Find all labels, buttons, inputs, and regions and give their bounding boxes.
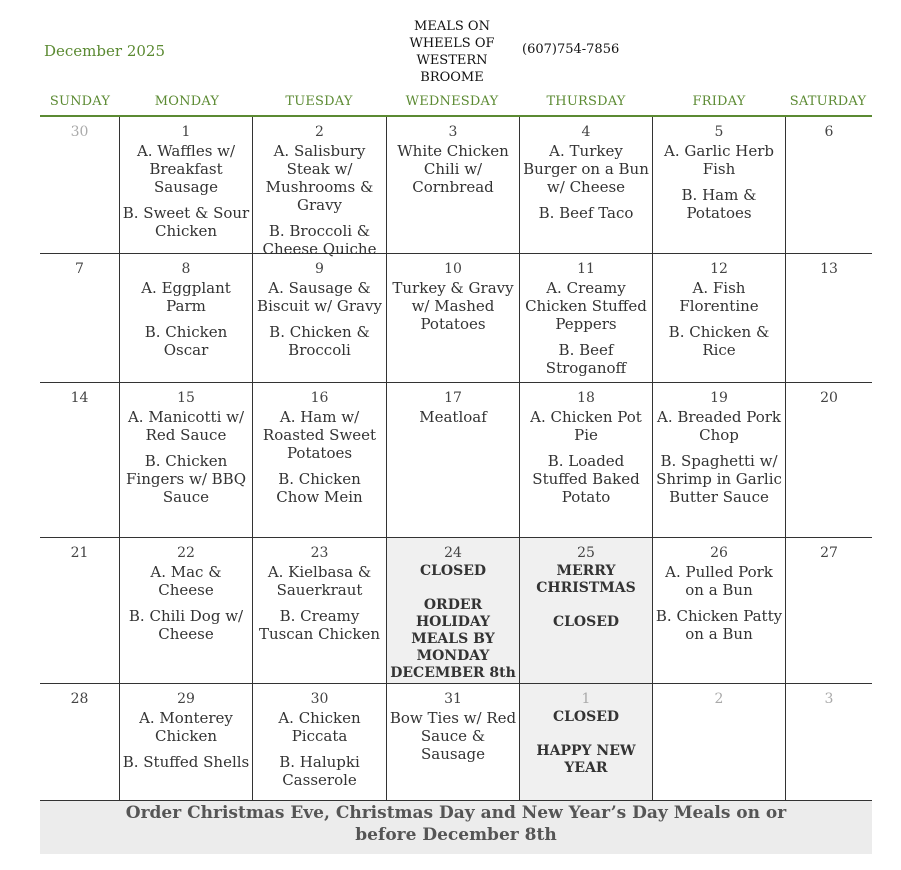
day-number: 13 xyxy=(820,261,838,277)
day-cell xyxy=(785,117,872,253)
day-name-wednesday: WEDNESDAY xyxy=(405,94,499,109)
day-cell xyxy=(40,383,119,537)
day-cell xyxy=(519,117,652,253)
meal-option-a: Bow Ties w/ Red Sauce & Sausage xyxy=(389,709,517,763)
day-number: 9 xyxy=(315,261,324,277)
day-cell xyxy=(119,254,252,382)
meal-option-a: Turkey & Gravy w/ Mashed Potatoes xyxy=(392,279,514,333)
meal-option-a: A. Pulled Pork on a Bun xyxy=(665,563,773,599)
day-cell xyxy=(119,684,252,800)
meal-option-a: A. Manicotti w/ Red Sauce xyxy=(127,408,245,444)
meal-option-a: A. Turkey Burger on a Bun w/ Cheese xyxy=(523,142,649,196)
day-cell xyxy=(119,117,252,253)
meal-option-b: B. Beef Stroganoff xyxy=(545,341,627,377)
week-row xyxy=(40,117,872,258)
day-number: 17 xyxy=(444,390,462,406)
day-number: 20 xyxy=(820,390,838,406)
meal-option-a: CLOSED xyxy=(419,563,487,579)
day-name-friday: FRIDAY xyxy=(692,94,746,109)
meal-option-a: A. Chicken Piccata xyxy=(278,709,361,745)
day-cell xyxy=(652,684,785,800)
meal-option-b: B. Beef Taco xyxy=(538,204,634,222)
day-cell xyxy=(785,383,872,537)
day-name-thursday: THURSDAY xyxy=(546,94,626,109)
day-number: 28 xyxy=(70,691,89,707)
day-cell xyxy=(386,538,519,683)
day-number: 18 xyxy=(577,390,595,406)
day-cell xyxy=(386,383,519,537)
day-name-monday: MONDAY xyxy=(154,94,220,109)
day-number: 25 xyxy=(577,545,595,561)
day-number: 30 xyxy=(310,691,329,707)
meal-option-b: ORDER HOLIDAY MEALS BY MONDAY DECEMBER 8th xyxy=(390,597,516,681)
day-name-saturday: SATURDAY xyxy=(789,94,867,109)
day-number: 29 xyxy=(177,691,195,707)
day-number: 24 xyxy=(444,545,462,561)
meal-option-b: B. Halupki Casserole xyxy=(279,753,360,789)
day-cell xyxy=(252,684,386,800)
day-number: 2 xyxy=(315,124,324,140)
day-number: 21 xyxy=(70,545,89,561)
meal-option-b: B. Spaghetti w/ Shrimp in Garlic Butter Sauce xyxy=(656,452,782,506)
day-number: 6 xyxy=(824,124,834,140)
week-row xyxy=(40,383,872,538)
meal-option-a: A. Garlic Herb Fish xyxy=(664,142,774,178)
day-cell xyxy=(40,684,119,800)
day-cell xyxy=(386,684,519,800)
week-row xyxy=(40,538,872,684)
day-name-tuesday: TUESDAY xyxy=(285,94,353,109)
day-cell xyxy=(519,254,652,382)
meal-option-a: A. Monterey Chicken xyxy=(139,709,233,745)
day-number: 15 xyxy=(177,390,195,406)
day-number: 10 xyxy=(444,261,462,277)
day-cell xyxy=(785,684,872,800)
day-cell xyxy=(386,254,519,382)
meal-option-a: A. Waffles w/ Breakfast Sausage xyxy=(136,142,236,196)
meal-option-b: B. Ham & Potatoes xyxy=(681,186,757,222)
day-cell xyxy=(519,538,652,683)
organization-name: MEALS ON WHEELS OF WESTERN BROOME xyxy=(409,19,495,85)
meal-option-a: A. Sausage & Biscuit w/ Gravy xyxy=(257,279,382,315)
phone-number: (607)754-7856 xyxy=(522,42,620,57)
day-cell xyxy=(519,383,652,537)
meal-option-b: B. Creamy Tuscan Chicken xyxy=(258,607,381,643)
day-number: 22 xyxy=(177,545,195,561)
day-cell xyxy=(40,254,119,382)
day-number: 30 xyxy=(70,124,89,140)
day-number: 11 xyxy=(577,261,595,277)
day-number: 1 xyxy=(581,691,591,707)
day-cell xyxy=(652,254,785,382)
meal-option-b: B. Chili Dog w/ Cheese xyxy=(128,607,244,643)
meal-option-b: B. Chicken Patty on a Bun xyxy=(655,607,783,643)
day-number: 2 xyxy=(714,691,724,707)
meal-option-b: B. Chicken Oscar xyxy=(144,323,228,359)
day-number: 27 xyxy=(820,545,838,561)
meal-option-a: A. Fish Florentine xyxy=(679,279,759,315)
meal-option-b: CLOSED xyxy=(552,614,620,630)
day-number: 26 xyxy=(710,545,728,561)
day-number: 14 xyxy=(70,390,89,406)
meal-option-b: B. Stuffed Shells xyxy=(122,753,250,771)
meal-option-a: White Chicken Chili w/ Cornbread xyxy=(397,142,509,196)
day-number: 7 xyxy=(75,261,84,277)
meal-option-b: B. Sweet & Sour Chicken xyxy=(122,204,250,240)
day-number: 16 xyxy=(310,390,329,406)
day-number: 5 xyxy=(714,124,724,140)
day-names-header xyxy=(40,94,872,116)
day-number: 19 xyxy=(710,390,728,406)
day-cell xyxy=(252,383,386,537)
meal-option-a: A. Kielbasa & Sauerkraut xyxy=(267,563,372,599)
meal-option-b: B. Chicken & Broccoli xyxy=(269,323,370,359)
day-name-sunday: SUNDAY xyxy=(49,94,111,109)
footer-note: Order Christmas Eve, Christmas Day and New Year’s Day Meals on or before December 8th xyxy=(40,801,872,854)
day-cell xyxy=(119,538,252,683)
week-row xyxy=(40,684,872,801)
day-cell xyxy=(785,254,872,382)
meal-option-a: A. Ham w/ Roasted Sweet Potatoes xyxy=(262,408,377,462)
month-title: December 2025 xyxy=(44,42,165,60)
meal-option-b: B. Broccoli & Cheese Quiche xyxy=(262,222,377,258)
day-number: 3 xyxy=(448,124,458,140)
day-cell xyxy=(652,538,785,683)
meal-option-a: A. Salisbury Steak w/ Mushrooms & Gravy xyxy=(265,142,374,214)
meal-option-b: B. Chicken Fingers w/ BBQ Sauce xyxy=(126,452,246,506)
day-cell xyxy=(119,383,252,537)
day-cell xyxy=(40,117,119,253)
day-cell xyxy=(519,684,652,800)
day-number: 8 xyxy=(181,261,191,277)
day-cell xyxy=(652,383,785,537)
meal-option-b: B. Chicken Chow Mein xyxy=(276,470,363,506)
meal-option-b: HAPPY NEW YEAR xyxy=(536,743,636,776)
day-number: 23 xyxy=(310,545,329,561)
day-number: 12 xyxy=(710,261,728,277)
day-cell xyxy=(386,117,519,253)
meal-option-a: A. Breaded Pork Chop xyxy=(656,408,781,444)
meal-option-a: A. Creamy Chicken Stuffed Peppers xyxy=(525,279,647,333)
day-cell xyxy=(252,538,386,683)
day-cell xyxy=(785,538,872,683)
day-number: 31 xyxy=(444,691,462,707)
day-cell xyxy=(252,117,386,258)
day-number: 3 xyxy=(824,691,834,707)
day-cell xyxy=(252,254,386,382)
meal-option-b: B. Chicken & Rice xyxy=(668,323,770,359)
day-cell xyxy=(40,538,119,683)
calendar-grid xyxy=(40,117,872,801)
meal-option-a: A. Chicken Pot Pie xyxy=(530,408,642,444)
meal-option-a: MERRY CHRISTMAS xyxy=(536,563,636,596)
meal-option-b: B. Loaded Stuffed Baked Potato xyxy=(532,452,640,506)
meal-option-a: CLOSED xyxy=(552,709,620,725)
week-row xyxy=(40,254,872,383)
meal-option-a: A. Mac & Cheese xyxy=(150,563,222,599)
meal-option-a: Meatloaf xyxy=(419,408,487,426)
meal-option-a: A. Eggplant Parm xyxy=(141,279,231,315)
day-number: 1 xyxy=(181,124,191,140)
day-number: 4 xyxy=(581,124,591,140)
day-cell xyxy=(652,117,785,253)
